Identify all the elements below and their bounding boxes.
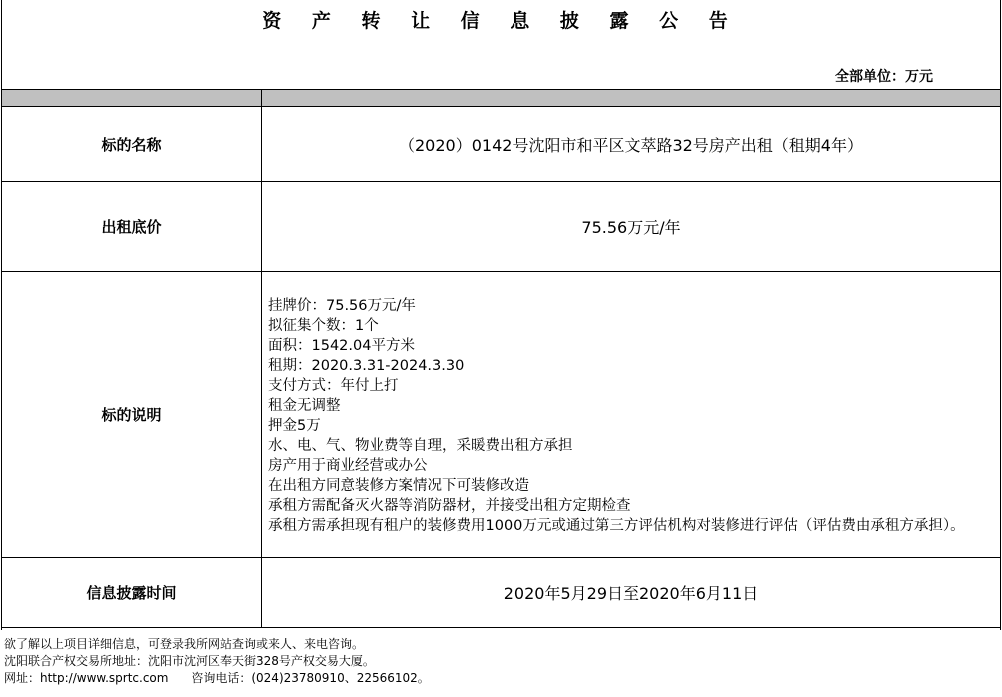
desc-line: 租金无调整: [268, 397, 341, 414]
info-table: [1, 89, 1001, 628]
header-cell-left: [2, 90, 262, 107]
desc-line: 支付方式：年付上打: [268, 377, 399, 394]
row-price-label: 出租底价: [2, 182, 262, 272]
row-desc-label: 标的说明: [2, 272, 262, 558]
row-time: [2, 558, 1001, 628]
footer-line-address: 沈阳联合产权交易所地址：沈阳市沈河区奉天街328号产权交易大厦。: [4, 654, 375, 668]
desc-line: 房产用于商业经营或办公: [268, 457, 428, 474]
row-name-label: 标的名称: [2, 107, 262, 182]
footer-notes: [4, 636, 430, 687]
desc-line: 承租方需配备灭火器等消防器材，并接受出租方定期检查: [268, 497, 631, 514]
row-name: [2, 107, 1001, 182]
row-price-value: 75.56万元/年: [262, 182, 1001, 272]
footer-line-contact: 网址：http://www.sprtc.com 咨询电话：(024)23780910、22566102。: [4, 671, 430, 685]
unit-note: 全部单位：万元: [835, 69, 933, 85]
desc-line: 承租方需承担现有租户的装修费用1000万元或通过第三方评估机构对装修进行评估（评估费由承租方承担）。: [268, 517, 965, 534]
row-time-label: 信息披露时间: [2, 558, 262, 628]
footer-line-inquiry: 欲了解以上项目详细信息，可登录我所网站查询或来人、来电咨询。: [4, 637, 365, 651]
desc-line: 面积：1542.04平方米: [268, 337, 415, 354]
row-desc: [2, 272, 1001, 558]
row-desc-value: [262, 272, 1001, 558]
desc-line: 押金5万: [268, 417, 321, 434]
row-price: [2, 182, 1001, 272]
row-time-value: 2020年5月29日至2020年6月11日: [262, 558, 1001, 628]
table-header-row: [2, 90, 1001, 107]
page-title: 资 产 转 让 信 息 披 露 公 告: [262, 10, 740, 32]
row-name-value: （2020）0142号沈阳市和平区文萃路32号房产出租（租期4年）: [262, 107, 1001, 182]
desc-line: 拟征集个数：1个: [268, 317, 379, 334]
desc-line: 挂牌价：75.56万元/年: [268, 297, 416, 314]
header-cell-right: [262, 90, 1001, 107]
desc-line: 租期：2020.3.31-2024.3.30: [268, 357, 465, 374]
desc-line: 水、电、气、物业费等自理，采暖费出租方承担: [268, 437, 573, 454]
desc-line: 在出租方同意装修方案情况下可装修改造: [268, 477, 529, 494]
